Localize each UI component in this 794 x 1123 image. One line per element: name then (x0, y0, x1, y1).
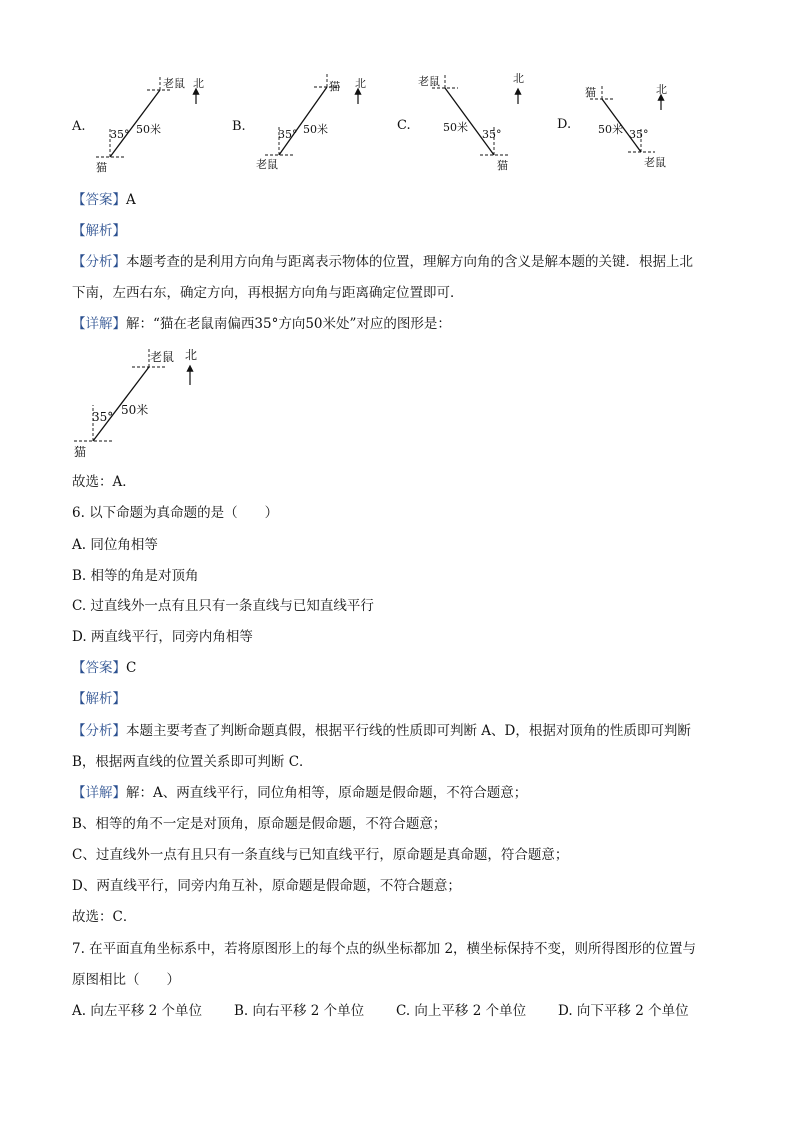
fenxi-tag: 【分析】 (72, 254, 126, 270)
q5-option-d-dist: 50米 (598, 123, 623, 136)
q5-guxuan: 故选：A． (72, 474, 136, 490)
xiangjie-tag: 【详解】 (72, 785, 126, 801)
xiangjie-text: 解：“猫在老鼠南偏西35°方向50米处”对应的图形是： (126, 316, 451, 332)
q6-option-a: A. 同位角相等 (72, 537, 158, 553)
answer-value: A (126, 192, 136, 208)
q5-jiexi: 【解析】 (72, 223, 126, 239)
q5-option-b-north: 北 (355, 77, 366, 90)
q5-option-b-dist: 50米 (303, 123, 328, 136)
answer-value: C (126, 660, 137, 676)
q5-xiangjie (72, 315, 451, 333)
solution-dist: 50米 (121, 403, 149, 417)
answer-tag: 【答案】 (72, 660, 126, 676)
q7-option-a: A. 向左平移 2 个单位 (72, 1003, 203, 1019)
q6-stem: 6. 以下命题为真命题的是（ ） (72, 505, 279, 521)
q5-option-a-north: 北 (193, 77, 204, 90)
q5-option-d-angle: 35° (629, 128, 649, 141)
q5-option-c-letter: C. (397, 118, 411, 133)
q7-option-b: B. 向右平移 2 个单位 (234, 1003, 365, 1019)
fenxi-text: 本题考查的是利用方向角与距离表示物体的位置，理解方向角的含义是解本题的关键．根据上北 (126, 254, 693, 270)
q6-xiangjie-line3: C、过直线外一点有且只有一条直线与已知直线平行，原命题是真命题，符合题意； (72, 847, 569, 863)
q5-option-c-north: 北 (513, 72, 524, 85)
q5-option-b-diagram (232, 72, 366, 171)
q5-option-d-bottom: 老鼠 (644, 156, 666, 169)
q5-option-d-diagram (557, 83, 667, 169)
q5-option-a-diagram (71, 75, 204, 174)
q6-option-b: B. 相等的角是对顶角 (72, 568, 199, 584)
q5-option-c-bottom: 猫 (497, 159, 508, 172)
q7-stem-line2: 原图相比（ ） (72, 972, 180, 988)
q5-option-b-letter: B. (232, 119, 246, 134)
q7-stem-line1: 7. 在平面直角坐标系中，若将原图形上的每个点的纵坐标都加 2，横坐标保持不变，则所得图形的位置与 (72, 941, 697, 957)
q5-options-figure (0, 0, 794, 180)
q6-answer (72, 659, 136, 677)
q7-option-d: D. 向下平移 2 个单位 (558, 1003, 689, 1019)
q7-options (72, 1002, 689, 1020)
q6-fenxi-line2: B，根据两直线的位置关系即可判断 C． (72, 754, 313, 770)
q5-option-a-dist: 50米 (136, 123, 161, 136)
solution-bottom: 猫 (74, 445, 87, 459)
solution-north: 北 (185, 348, 198, 362)
q5-option-c-diagram (397, 72, 524, 172)
q5-fenxi-line2: 下南，左西右东，确定方向，再根据方向角与距离确定位置即可． (72, 285, 464, 301)
q5-option-b-top: 猫 (329, 80, 340, 93)
q5-option-c-top: 老鼠 (418, 75, 440, 88)
q5-option-a-angle: 35° (110, 128, 130, 141)
fenxi-tag: 【分析】 (72, 723, 126, 739)
fenxi-text: 本题主要考查了判断命题真假，根据平行线的性质即可判断 A、D，根据对顶角的性质即可判断 (126, 723, 691, 739)
q6-xiangjie-line4: D、两直线平行，同旁内角互补，原命题是假命题，不符合题意； (72, 878, 461, 894)
q5-option-c-dist: 50米 (443, 121, 468, 134)
q5-option-a-letter: A. (72, 119, 86, 134)
q6-jiexi: 【解析】 (72, 691, 126, 707)
q5-option-b-bottom: 老鼠 (256, 158, 278, 171)
q5-option-d-letter: D. (557, 117, 572, 132)
q5-answer (72, 191, 136, 209)
q7-option-c: C. 向上平移 2 个单位 (396, 1003, 527, 1019)
q5-option-a-top: 老鼠 (163, 77, 185, 90)
q6-fenxi-line1 (72, 722, 691, 740)
q6-guxuan: 故选：C． (72, 909, 137, 925)
q6-option-d: D. 两直线平行，同旁内角相等 (72, 629, 253, 645)
answer-tag: 【答案】 (72, 192, 126, 208)
xiangjie-tag: 【详解】 (72, 316, 126, 332)
q6-option-c: C. 过直线外一点有且只有一条直线与已知直线平行 (72, 598, 374, 614)
solution-angle: 35° (92, 410, 114, 424)
q5-solution-diagram (66, 343, 226, 463)
q5-option-c-angle: 35° (482, 128, 502, 141)
q6-xiangjie-line2: B、相等的角不一定是对顶角，原命题是假命题，不符合题意； (72, 816, 447, 832)
q5-option-b-angle: 35° (278, 128, 298, 141)
xiangjie-text: 解：A、两直线平行，同位角相等，原命题是假命题，不符合题意； (126, 785, 528, 801)
q5-option-d-top: 猫 (585, 86, 596, 99)
q5-option-d-north: 北 (656, 83, 667, 96)
q5-option-a-bottom: 猫 (96, 161, 107, 174)
solution-top: 老鼠 (150, 350, 175, 364)
q5-fenxi-line1 (72, 253, 693, 271)
q6-xiangjie-line1 (72, 784, 527, 802)
